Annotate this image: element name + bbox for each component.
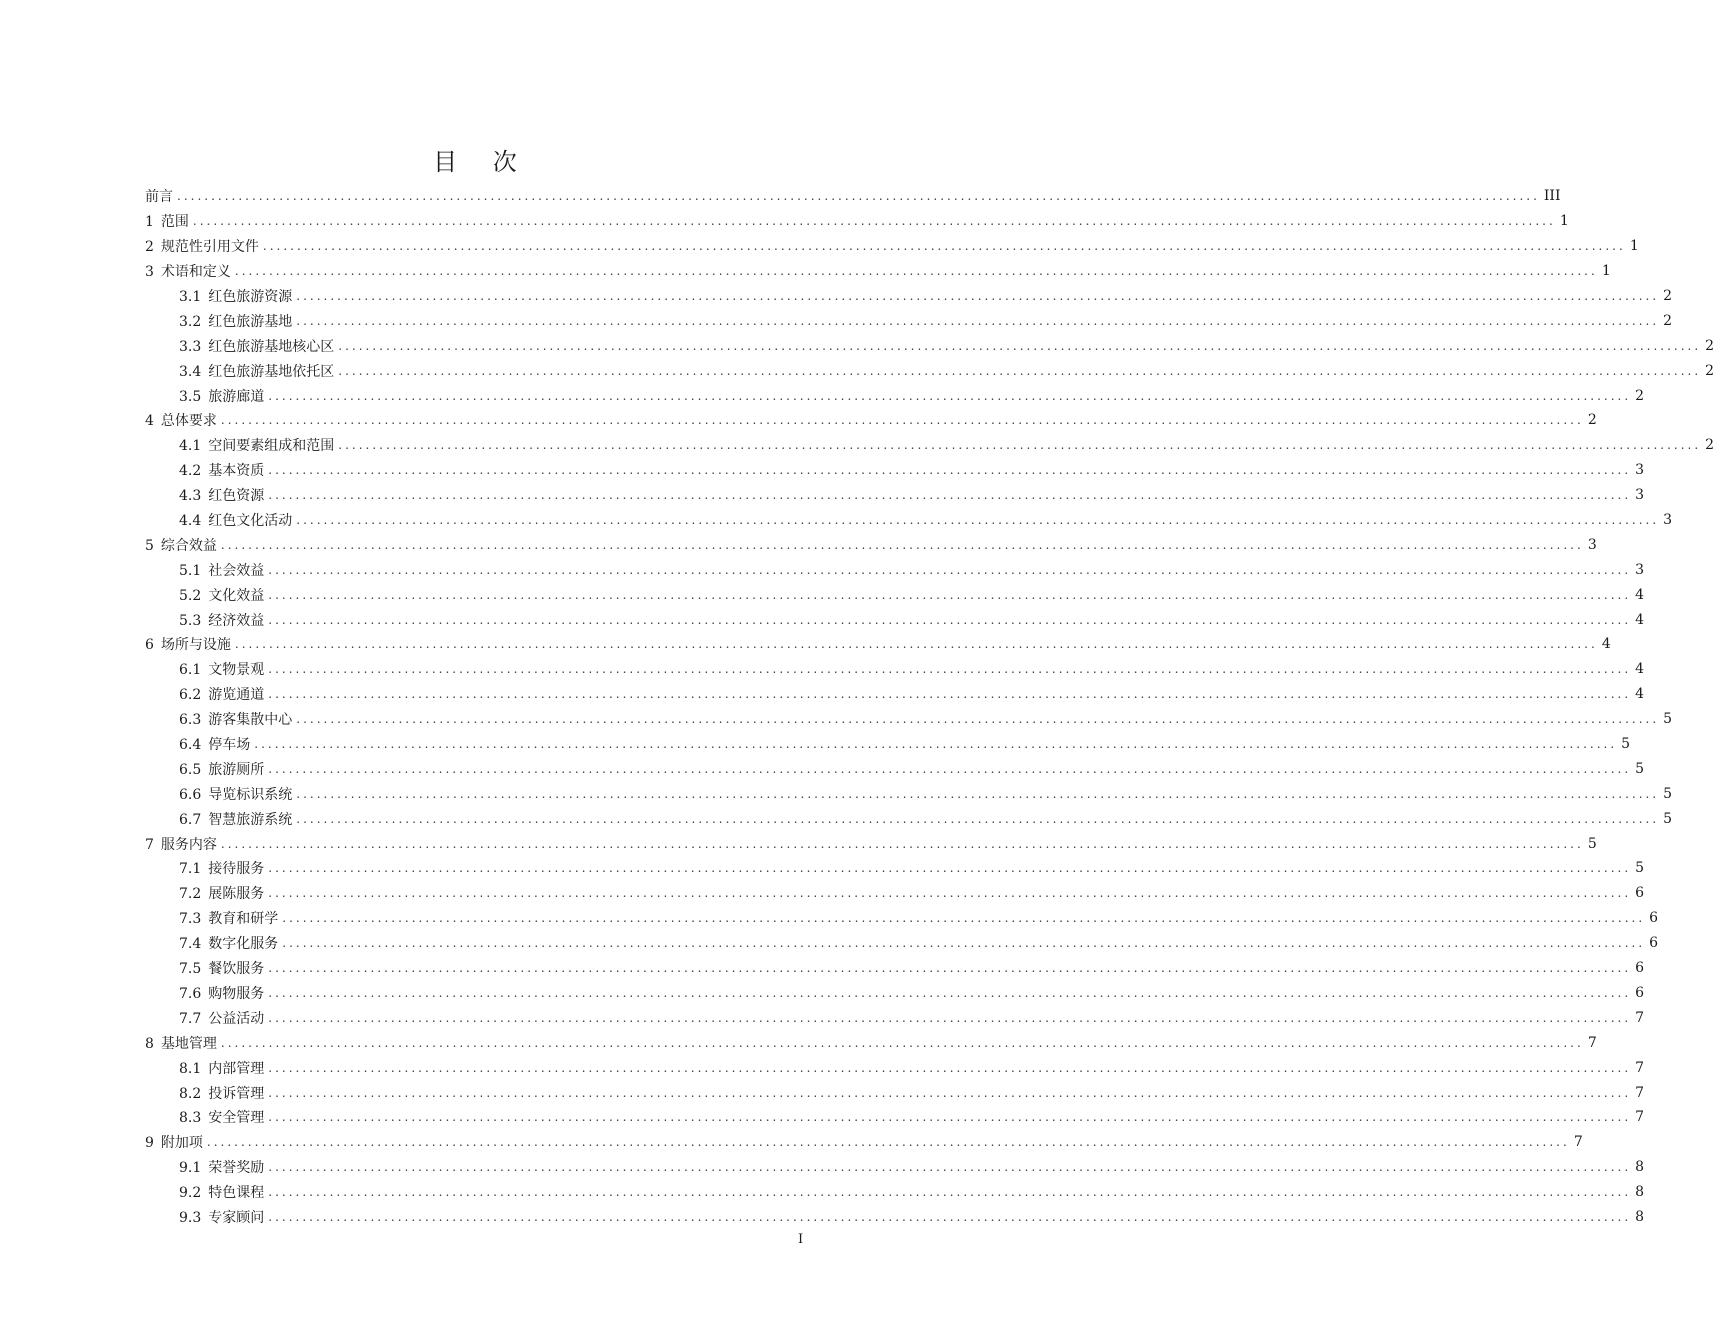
page-title: 目 次 <box>433 148 531 176</box>
toc-entry-page: 2 <box>1705 437 1714 454</box>
toc-entry-label <box>145 535 217 555</box>
toc-entry-page: 3 <box>1635 487 1645 504</box>
toc-entry-label <box>179 734 250 754</box>
toc-leader-dots: ........................................................................................................................................................................................................ <box>220 413 1584 428</box>
toc-entry-label <box>179 585 264 605</box>
toc-entry-label <box>145 834 217 854</box>
toc-entry-label <box>145 236 259 256</box>
toc-entry-number: 4.1 <box>179 438 202 455</box>
toc-entry[interactable] <box>145 1055 1645 1080</box>
toc-entry-label <box>179 485 264 505</box>
toc-entry-number: 3 <box>145 264 154 281</box>
toc-entry-label <box>145 410 217 430</box>
toc-entry-number: 7.1 <box>179 861 202 878</box>
toc-entry-label <box>145 211 189 231</box>
toc-entry[interactable] <box>145 557 1645 582</box>
toc-entry-page: 7 <box>1635 1059 1645 1076</box>
toc-entry[interactable] <box>145 607 1645 632</box>
toc-entry-number: 7.6 <box>179 985 202 1002</box>
toc-entry-number: 7.7 <box>179 1010 202 1027</box>
toc-leader-dots: ........................................................................................................................................................................................................ <box>234 264 1598 279</box>
toc-entry-number: 8.2 <box>179 1085 202 1102</box>
toc-entry-number: 5.2 <box>179 587 202 604</box>
toc-entry-title: 基地管理 <box>160 1035 217 1052</box>
toc-entry-number: 4.3 <box>179 488 202 505</box>
toc-entry-title: 安全管理 <box>208 1110 265 1127</box>
toc-leader-dots: ........................................................................................................................................................................................................ <box>338 363 1702 378</box>
toc-entry-page: 2 <box>1663 312 1673 329</box>
toc-entry-page: 5 <box>1663 785 1673 802</box>
toc-entry[interactable] <box>145 856 1645 881</box>
toc-entry-page: 2 <box>1705 337 1714 354</box>
toc-entry-page: 8 <box>1635 1159 1645 1176</box>
toc-entry-title: 文化效益 <box>208 587 265 604</box>
toc-entry-number: 8.1 <box>179 1060 202 1077</box>
toc-entry-page: 1 <box>1629 238 1639 255</box>
table-of-contents <box>145 184 1714 1229</box>
toc-entry-page: 5 <box>1621 736 1631 753</box>
toc-entry-number: 6.4 <box>179 737 202 754</box>
toc-entry-title: 展陈服务 <box>208 886 265 903</box>
toc-entry[interactable] <box>145 184 1561 209</box>
toc-leader-dots: ........................................................................................................................................................................................................ <box>296 513 1660 528</box>
toc-entry-page: 5 <box>1635 860 1645 877</box>
toc-entry-label <box>179 336 334 356</box>
toc-entry-label <box>179 1207 264 1227</box>
toc-leader-dots: ........................................................................................................................................................................................................ <box>268 861 1632 876</box>
toc-entry-label <box>179 1107 264 1127</box>
toc-entry[interactable] <box>145 308 1673 333</box>
toc-entry-number: 3.3 <box>179 338 202 355</box>
toc-entry-number: 7.5 <box>179 961 202 978</box>
toc-entry-number: 7 <box>145 836 154 853</box>
toc-entry-number: 4.2 <box>179 463 202 480</box>
toc-entry-page: 2 <box>1705 362 1714 379</box>
toc-leader-dots: ........................................................................................................................................................................................................ <box>268 1010 1632 1025</box>
toc-entry-number: 7.3 <box>179 911 202 928</box>
toc-entry-number: 8.3 <box>179 1110 202 1127</box>
toc-entry-title: 红色旅游资源 <box>208 289 293 305</box>
toc-entry[interactable] <box>145 981 1645 1006</box>
toc-entry[interactable] <box>145 483 1645 508</box>
toc-entry-label <box>179 361 334 381</box>
toc-entry[interactable] <box>145 1180 1645 1205</box>
toc-leader-dots: ........................................................................................................................................................................................................ <box>254 737 1618 752</box>
toc-entry-number: 3.2 <box>179 313 202 330</box>
toc-entry[interactable] <box>145 433 1714 458</box>
toc-entry-title: 综合效益 <box>160 537 217 554</box>
toc-entry[interactable] <box>145 1205 1645 1230</box>
toc-entry-number: 6 <box>145 637 154 654</box>
toc-leader-dots: ........................................................................................................................................................................................................ <box>268 985 1632 1000</box>
toc-entry-title: 餐饮服务 <box>208 961 265 978</box>
toc-entry[interactable] <box>145 458 1645 483</box>
toc-entry-label <box>179 286 292 306</box>
toc-entry[interactable] <box>145 1105 1645 1130</box>
toc-entry-label <box>145 261 231 281</box>
toc-entry-title: 游客集散中心 <box>208 712 293 729</box>
toc-entry-number: 7.4 <box>179 936 202 953</box>
toc-entry[interactable] <box>145 1030 1597 1055</box>
toc-entry-page: 3 <box>1587 536 1597 553</box>
toc-entry-title: 红色资源 <box>208 488 265 505</box>
toc-entry-label <box>179 908 278 928</box>
toc-entry-title: 教育和研学 <box>208 911 279 928</box>
toc-entry-title: 红色文化活动 <box>208 513 293 530</box>
toc-leader-dots: ........................................................................................................................................................................................................ <box>268 761 1632 776</box>
toc-leader-dots: ........................................................................................................................................................................................................ <box>268 587 1632 602</box>
toc-entry-page: 4 <box>1601 636 1611 653</box>
toc-entry-number: 6.5 <box>179 761 202 778</box>
toc-entry-page: 2 <box>1635 387 1645 404</box>
toc-entry-label <box>179 709 292 729</box>
toc-entry-title: 文物景观 <box>208 662 265 679</box>
toc-entry-title: 红色旅游基地核心区 <box>208 338 335 355</box>
toc-entry-title: 接待服务 <box>208 861 265 878</box>
toc-entry-page: 4 <box>1635 586 1645 603</box>
toc-leader-dots: ........................................................................................................................................................................................................ <box>268 1060 1632 1075</box>
toc-entry-page: 7 <box>1635 1084 1645 1101</box>
toc-entry-label <box>179 1182 264 1202</box>
toc-entry-label <box>179 684 264 704</box>
toc-entry-number: 5.1 <box>179 562 202 579</box>
toc-entry-title: 附加项 <box>160 1135 203 1152</box>
toc-entry-title: 旅游厕所 <box>208 761 265 778</box>
toc-entry[interactable] <box>145 508 1673 533</box>
toc-entry-number: 8 <box>145 1035 154 1052</box>
toc-leader-dots: ........................................................................................................................................................................................................ <box>296 811 1660 826</box>
toc-entry[interactable] <box>145 582 1645 607</box>
toc-leader-dots: ........................................................................................................................................................................................................ <box>268 463 1632 478</box>
toc-entry-label <box>179 1083 264 1103</box>
toc-entry-title: 场所与设施 <box>160 637 231 654</box>
toc-entry[interactable] <box>145 831 1597 856</box>
toc-entry[interactable] <box>145 284 1673 309</box>
toc-entry[interactable] <box>145 1155 1645 1180</box>
toc-entry-number: 3.5 <box>179 388 202 405</box>
toc-entry-page: 7 <box>1635 1109 1645 1126</box>
toc-entry-title: 专家顾问 <box>208 1209 265 1226</box>
toc-entry[interactable] <box>145 756 1645 781</box>
toc-entry-label <box>179 983 264 1003</box>
toc-entry-title: 红色旅游基地依托区 <box>208 363 335 380</box>
toc-entry-page: 6 <box>1635 885 1645 902</box>
toc-leader-dots: ........................................................................................................................................................................................................ <box>268 1085 1632 1100</box>
toc-entry-title: 红色旅游基地 <box>208 313 293 330</box>
toc-entry-page: 1 <box>1601 263 1611 280</box>
toc-entry-number: 3.1 <box>179 289 202 305</box>
toc-entry-page: 4 <box>1635 661 1645 678</box>
toc-leader-dots: ........................................................................................................................................................................................................ <box>268 961 1632 976</box>
toc-entry[interactable] <box>145 1080 1645 1105</box>
toc-entry-number: 9.1 <box>179 1160 202 1177</box>
toc-leader-dots: ........................................................................................................................................................................................................ <box>268 886 1632 901</box>
toc-entry-page: 6 <box>1635 984 1645 1001</box>
toc-entry[interactable] <box>145 234 1639 259</box>
toc-entry-title: 总体要求 <box>160 413 217 430</box>
toc-entry[interactable] <box>145 707 1673 732</box>
toc-entry-label <box>179 610 264 630</box>
toc-entry-page: 5 <box>1663 810 1673 827</box>
toc-leader-dots: ........................................................................................................................................................................................................ <box>338 438 1702 453</box>
toc-entry-title: 导览标识系统 <box>208 786 293 803</box>
toc-leader-dots: ........................................................................................................................................................................................................ <box>268 662 1632 677</box>
toc-entry[interactable] <box>145 931 1659 956</box>
toc-entry[interactable] <box>145 532 1597 557</box>
toc-entry-label <box>179 1008 264 1028</box>
toc-entry-label <box>179 386 264 406</box>
toc-entry[interactable] <box>145 259 1611 284</box>
toc-entry-number: 4 <box>145 413 154 430</box>
toc-leader-dots: ........................................................................................................................................................................................................ <box>220 1035 1584 1050</box>
toc-entry-page: 5 <box>1635 760 1645 777</box>
toc-entry-label <box>145 634 231 654</box>
toc-leader-dots: ........................................................................................................................................................................................................ <box>177 189 1540 204</box>
toc-entry[interactable] <box>145 1130 1583 1155</box>
toc-entry-page: 1 <box>1559 213 1569 230</box>
toc-entry-title: 数字化服务 <box>208 936 279 953</box>
toc-entry-number: 3.4 <box>179 363 202 380</box>
toc-entry[interactable] <box>145 632 1611 657</box>
toc-entry-number: 4.4 <box>179 513 202 530</box>
toc-leader-dots: ........................................................................................................................................................................................................ <box>220 836 1584 851</box>
toc-entry-label <box>179 883 264 903</box>
toc-entry-page: 7 <box>1573 1134 1583 1151</box>
toc-entry-title: 公益活动 <box>208 1010 265 1027</box>
toc-entry[interactable] <box>145 682 1645 707</box>
toc-leader-dots: ........................................................................................................................................................................................................ <box>220 537 1584 552</box>
toc-entry-number: 2 <box>145 239 154 256</box>
toc-entry-page: 3 <box>1663 512 1673 529</box>
toc-entry-page: 5 <box>1587 835 1597 852</box>
toc-entry-number: 9.2 <box>179 1185 202 1202</box>
toc-entry-page: 2 <box>1587 412 1597 429</box>
toc-entry-page: 8 <box>1635 1208 1645 1225</box>
toc-entry-label <box>179 784 292 804</box>
toc-entry-label <box>179 858 264 878</box>
toc-entry[interactable] <box>145 881 1645 906</box>
toc-leader-dots: ........................................................................................................................................................................................................ <box>296 313 1660 328</box>
toc-entry-page: 5 <box>1663 711 1673 728</box>
toc-entry[interactable] <box>145 956 1645 981</box>
toc-leader-dots: ........................................................................................................................................................................................................ <box>268 388 1632 403</box>
toc-entry-title: 范围 <box>160 214 189 231</box>
toc-entry-title: 投诉管理 <box>208 1085 265 1102</box>
toc-leader-dots: ........................................................................................................................................................................................................ <box>206 1135 1570 1150</box>
toc-leader-dots: ........................................................................................................................................................................................................ <box>296 712 1660 727</box>
toc-leader-dots: ........................................................................................................................................................................................................ <box>268 1185 1632 1200</box>
toc-entry[interactable] <box>145 383 1645 408</box>
toc-leader-dots: ........................................................................................................................................................................................................ <box>268 488 1632 503</box>
toc-leader-dots: ........................................................................................................................................................................................................ <box>296 289 1660 303</box>
toc-entry-page: 6 <box>1649 910 1659 927</box>
toc-entry-page: 3 <box>1635 462 1645 479</box>
toc-leader-dots: ........................................................................................................................................................................................................ <box>262 239 1626 254</box>
toc-entry-number: 6.7 <box>179 811 202 828</box>
toc-leader-dots: ........................................................................................................................................................................................................ <box>296 786 1660 801</box>
toc-entry-label <box>179 460 264 480</box>
toc-entry[interactable] <box>145 358 1714 383</box>
toc-entry[interactable] <box>145 333 1714 358</box>
toc-entry[interactable] <box>145 906 1659 931</box>
toc-entry-page: 3 <box>1635 561 1645 578</box>
toc-leader-dots: ........................................................................................................................................................................................................ <box>268 1160 1632 1175</box>
toc-entry-title: 经济效益 <box>208 612 265 629</box>
toc-entry[interactable] <box>145 209 1569 234</box>
toc-leader-dots: ........................................................................................................................................................................................................ <box>282 911 1646 926</box>
toc-entry-label <box>179 933 278 953</box>
toc-entry-title: 特色课程 <box>208 1185 265 1202</box>
toc-entry-number: 5.3 <box>179 612 202 629</box>
toc-entry-label <box>179 560 264 580</box>
toc-entry-label <box>179 510 292 530</box>
toc-entry[interactable] <box>145 657 1645 682</box>
toc-entry-page: 4 <box>1635 611 1645 628</box>
toc-entry-label <box>179 809 292 829</box>
toc-entry-label <box>179 1058 264 1078</box>
toc-leader-dots: ........................................................................................................................................................................................................ <box>268 562 1632 577</box>
toc-leader-dots: ........................................................................................................................................................................................................ <box>268 687 1632 702</box>
toc-entry-title: 内部管理 <box>208 1060 265 1077</box>
toc-entry-title: 基本资质 <box>208 463 265 480</box>
toc-entry-title: 术语和定义 <box>160 264 231 281</box>
toc-leader-dots: ........................................................................................................................................................................................................ <box>192 214 1556 229</box>
toc-entry-label <box>179 659 264 679</box>
toc-entry-page: III <box>1543 188 1561 205</box>
toc-leader-dots: ........................................................................................................................................................................................................ <box>282 936 1646 951</box>
toc-entry-label <box>179 1157 264 1177</box>
toc-entry-number: 6.2 <box>179 687 202 704</box>
toc-entry-title: 旅游廊道 <box>208 388 265 405</box>
toc-entry-label <box>145 1132 203 1152</box>
toc-entry-number: 5 <box>145 537 154 554</box>
toc-entry-page: 4 <box>1635 686 1645 703</box>
toc-entry-number: 6.1 <box>179 662 202 679</box>
toc-entry-page: 7 <box>1587 1034 1597 1051</box>
toc-entry-label <box>179 958 264 978</box>
toc-entry-label <box>179 759 264 779</box>
toc-entry-page: 2 <box>1663 288 1673 304</box>
toc-entry-title: 空间要素组成和范围 <box>208 438 335 455</box>
toc-entry-number: 1 <box>145 214 154 231</box>
toc-entry-number: 6.3 <box>179 712 202 729</box>
toc-entry-label <box>145 1033 217 1053</box>
toc-entry-page: 8 <box>1635 1184 1645 1201</box>
toc-entry-title: 购物服务 <box>208 985 265 1002</box>
toc-entry-page: 6 <box>1649 935 1659 952</box>
toc-entry-title: 服务内容 <box>160 836 217 853</box>
toc-entry[interactable] <box>145 781 1673 806</box>
toc-leader-dots: ........................................................................................................................................................................................................ <box>268 1209 1632 1224</box>
toc-entry[interactable] <box>145 806 1673 831</box>
toc-entry[interactable] <box>145 1005 1645 1030</box>
toc-entry-title: 前言 <box>145 189 173 206</box>
toc-entry-title: 游览通道 <box>208 687 265 704</box>
toc-leader-dots: ........................................................................................................................................................................................................ <box>338 338 1702 353</box>
toc-entry-number: 7.2 <box>179 886 202 903</box>
toc-entry-title: 智慧旅游系统 <box>208 811 293 828</box>
toc-leader-dots: ........................................................................................................................................................................................................ <box>234 637 1598 652</box>
toc-entry-title: 规范性引用文件 <box>160 239 259 256</box>
toc-entry-number: 9 <box>145 1135 154 1152</box>
toc-entry-label <box>179 311 292 331</box>
toc-leader-dots: ........................................................................................................................................................................................................ <box>268 1110 1632 1125</box>
toc-entry-number: 6.6 <box>179 786 202 803</box>
toc-entry-label <box>145 186 173 206</box>
toc-entry[interactable] <box>145 408 1597 433</box>
toc-leader-dots: ........................................................................................................................................................................................................ <box>268 612 1632 627</box>
toc-entry-number: 9.3 <box>179 1209 202 1226</box>
toc-entry-label <box>179 435 334 455</box>
page-number: I <box>798 1232 804 1247</box>
toc-entry-page: 7 <box>1635 1009 1645 1026</box>
toc-entry-page: 6 <box>1635 960 1645 977</box>
toc-entry[interactable] <box>145 732 1631 757</box>
toc-entry-title: 荣誉奖励 <box>208 1160 265 1177</box>
toc-entry-title: 社会效益 <box>208 562 265 579</box>
toc-entry-title: 停车场 <box>208 737 251 754</box>
